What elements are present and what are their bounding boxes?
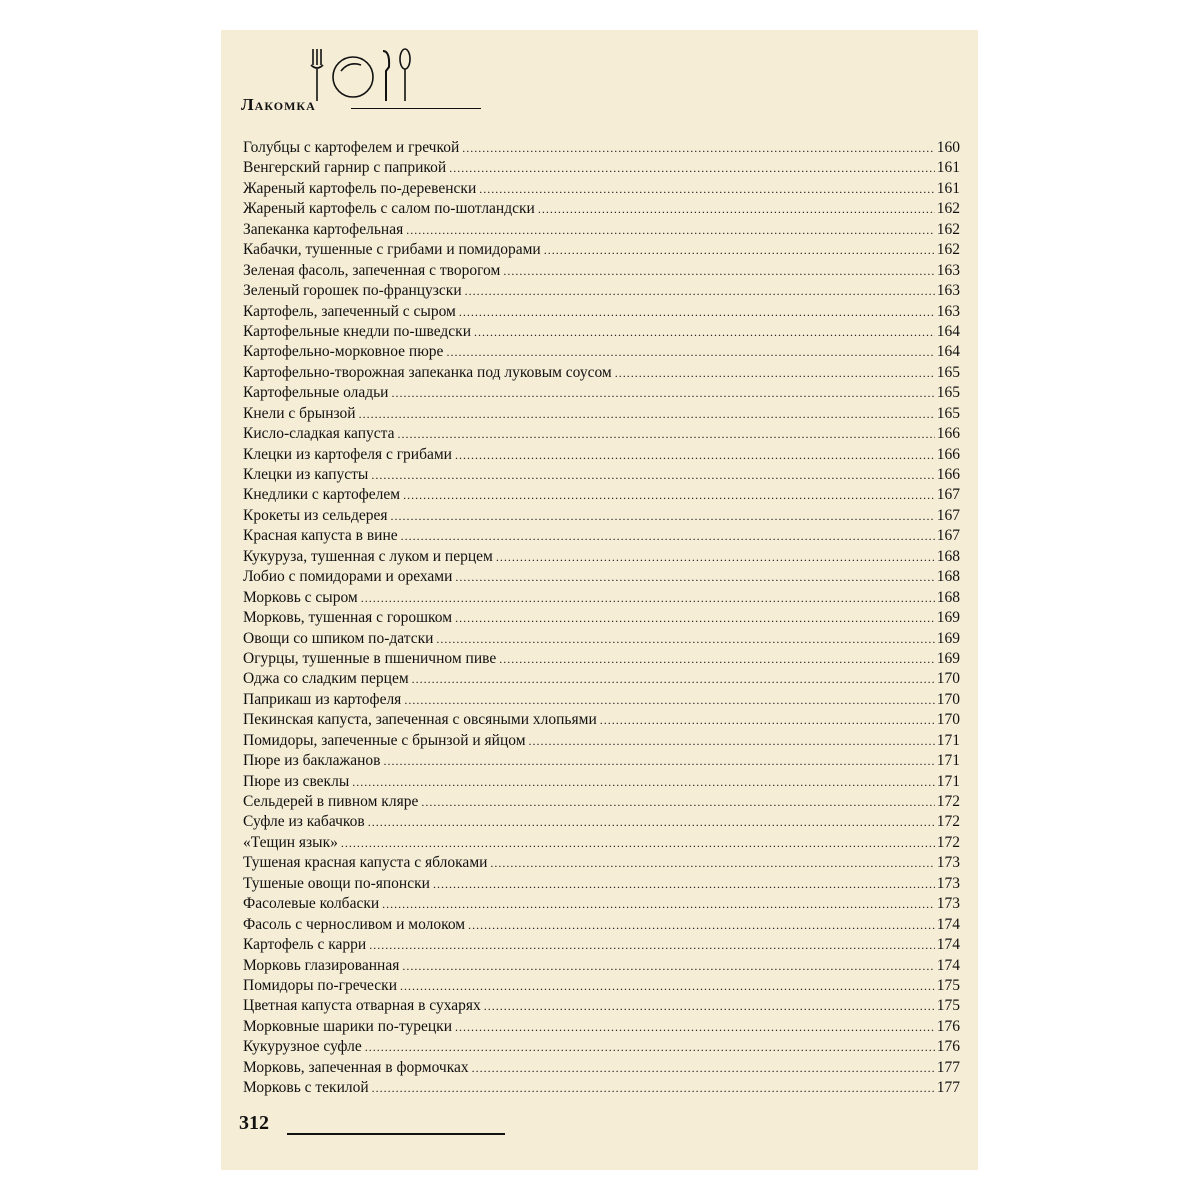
toc-entry-title: Помидоры, запеченные с брынзой и яйцом: [243, 731, 526, 749]
toc-entry: [243, 383, 960, 403]
toc-leader-dots: [368, 812, 935, 832]
toc-entry: [243, 1078, 960, 1098]
toc-entry-page: 161: [936, 179, 960, 197]
toc-entry-title: Крокеты из сельдерея: [243, 506, 388, 524]
toc-leader-dots: [421, 792, 934, 812]
toc-entry: [243, 915, 960, 935]
toc-entry-title: Морковь глазированная: [243, 956, 400, 974]
toc-leader-dots: [383, 751, 934, 771]
toc-entry: [243, 710, 960, 730]
toc-entry: [243, 220, 960, 240]
toc-entry-title: Овощи со шпиком по-датски: [243, 629, 434, 647]
toc-leader-dots: [412, 669, 935, 689]
toc-leader-dots: [404, 690, 934, 710]
toc-entry-title: Морковь с текилой: [243, 1079, 369, 1097]
toc-entry-page: 168: [936, 568, 960, 586]
toc-entry: [243, 956, 960, 976]
toc-entry: [243, 874, 960, 894]
toc-leader-dots: [371, 465, 934, 485]
toc-entry-title: Кнедлики с картофелем: [243, 486, 401, 504]
toc-entry-page: 173: [936, 874, 960, 892]
toc-entry-page: 171: [936, 772, 960, 790]
toc-entry-title: Клецки из капусты: [243, 466, 369, 483]
toc-leader-dots: [341, 833, 935, 853]
toc-entry: [243, 1037, 960, 1057]
toc-entry-title: Клецки из картофеля с грибами: [243, 445, 452, 463]
toc-entry: [243, 547, 960, 567]
toc-entry: [243, 649, 960, 669]
toc-entry-page: 171: [936, 731, 960, 749]
toc-leader-dots: [382, 894, 935, 914]
toc-entry-title: Пюре из свеклы: [243, 772, 350, 790]
toc-entry: [243, 445, 960, 465]
toc-entry-page: 168: [936, 588, 960, 606]
toc-entry-title: Тушеные овощи по-японски: [243, 874, 430, 892]
toc-entry-page: 174: [936, 956, 960, 974]
toc-leader-dots: [397, 424, 934, 444]
toc-entry-page: 168: [936, 547, 960, 565]
table-of-contents: [243, 138, 960, 1099]
toc-leader-dots: [455, 445, 935, 465]
toc-entry: [243, 302, 960, 322]
toc-entry-title: Цветная капуста отварная в сухарях: [243, 997, 481, 1015]
toc-entry: [243, 935, 960, 955]
footer-rule: [287, 1133, 505, 1135]
toc-entry-page: 172: [936, 833, 960, 851]
toc-leader-dots: [484, 996, 935, 1016]
toc-entry-page: 173: [936, 895, 960, 913]
toc-entry-title: Красная капуста в вине: [243, 527, 398, 545]
toc-entry-page: 172: [936, 813, 960, 831]
toc-leader-dots: [391, 383, 934, 403]
toc-entry-title: Зеленый горошек по-французски: [243, 282, 462, 300]
toc-entry: [243, 485, 960, 505]
toc-entry-title: Лобио с помидорами и орехами: [243, 568, 453, 586]
toc-entry-page: 162: [936, 200, 960, 218]
toc-entry-title: Морковь, запеченная в формочках: [243, 1058, 469, 1076]
toc-leader-dots: [369, 935, 935, 955]
toc-leader-dots: [402, 956, 934, 976]
toc-leader-dots: [365, 1037, 935, 1057]
toc-entry-page: 172: [936, 793, 960, 810]
toc-entry: [243, 894, 960, 914]
toc-entry-title: Запеканка картофельная: [243, 220, 404, 238]
toc-entry: [243, 996, 960, 1016]
toc-entry: [243, 833, 960, 853]
toc-entry-title: Голубцы с картофелем и гречкой: [243, 139, 460, 156]
toc-leader-dots: [406, 220, 935, 240]
toc-leader-dots: [472, 1058, 935, 1078]
toc-leader-dots: [538, 199, 935, 219]
toc-entry-title: Картофель, запеченный с сыром: [243, 302, 456, 320]
toc-entry-title: Морковные шарики по-турецки: [243, 1017, 453, 1035]
toc-leader-dots: [455, 567, 934, 587]
toc-entry-page: 169: [936, 609, 960, 627]
toc-entry-title: Паприкаш из картофеля: [243, 690, 402, 708]
book-brand: Лакомка: [241, 95, 316, 114]
toc-leader-dots: [499, 649, 935, 669]
toc-leader-dots: [465, 281, 935, 301]
toc-entry-title: Венгерский гарнир с паприкой: [243, 159, 447, 177]
toc-entry: [243, 179, 960, 199]
toc-entry: [243, 158, 960, 178]
toc-leader-dots: [455, 1017, 935, 1037]
toc-entry: [243, 404, 960, 424]
toc-entry-page: 165: [936, 363, 960, 381]
toc-entry: [243, 322, 960, 342]
toc-leader-dots: [433, 874, 935, 894]
toc-leader-dots: [496, 547, 935, 567]
toc-entry-title: Помидоры по-гречески: [243, 976, 398, 994]
toc-entry-title: Картофельные кнедли по-шведски: [243, 322, 471, 340]
toc-entry-page: 163: [936, 302, 960, 320]
toc-leader-dots: [462, 138, 934, 158]
toc-leader-dots: [459, 302, 935, 322]
toc-leader-dots: [391, 506, 935, 526]
toc-entry: [243, 240, 960, 260]
toc-entry-page: 167: [936, 506, 960, 524]
toc-entry-page: 165: [936, 384, 960, 402]
toc-entry-page: 177: [936, 1058, 960, 1076]
toc-entry-title: Морковь, тушенная с горошком: [243, 609, 453, 627]
toc-entry-title: Картофель с карри: [243, 936, 367, 954]
toc-leader-dots: [490, 853, 934, 873]
book-page: [221, 30, 978, 1170]
toc-entry-page: 166: [936, 466, 960, 483]
toc-leader-dots: [401, 526, 935, 546]
toc-entry: [243, 363, 960, 383]
toc-leader-dots: [474, 322, 935, 342]
toc-entry: [243, 465, 960, 485]
toc-entry-page: 174: [936, 915, 960, 933]
toc-entry-title: Картофельно-морковное пюре: [243, 343, 444, 361]
fork-plate-knife-spoon-icon: [305, 45, 415, 105]
toc-entry-title: Кабачки, тушенные с грибами и помидорами: [243, 241, 541, 259]
toc-entry: [243, 629, 960, 649]
toc-entry: [243, 567, 960, 587]
toc-entry: [243, 812, 960, 832]
toc-entry-title: Сельдерей в пивном кляре: [243, 793, 419, 810]
toc-leader-dots: [544, 240, 935, 260]
toc-entry-page: 169: [936, 649, 960, 667]
toc-entry: [243, 669, 960, 689]
toc-leader-dots: [372, 1078, 935, 1098]
toc-entry-title: Морковь с сыром: [243, 588, 358, 606]
toc-entry: [243, 731, 960, 751]
toc-entry: [243, 138, 960, 158]
toc-leader-dots: [400, 976, 935, 996]
toc-entry-title: Суфле из кабачков: [243, 813, 365, 831]
toc-entry-page: 175: [936, 976, 960, 994]
toc-entry-title: Огурцы, тушенные в пшеничном пиве: [243, 649, 497, 667]
toc-entry: [243, 853, 960, 873]
toc-entry-title: Кисло-сладкая капуста: [243, 425, 395, 443]
toc-entry: [243, 772, 960, 792]
toc-entry-title: Кукурузное суфле: [243, 1038, 362, 1056]
toc-entry-page: 169: [936, 629, 960, 647]
toc-entry: [243, 1017, 960, 1037]
toc-entry-page: 163: [936, 282, 960, 300]
toc-entry-page: 160: [936, 139, 960, 156]
toc-leader-dots: [436, 629, 934, 649]
toc-entry-title: «Тещин язык»: [243, 833, 338, 851]
toc-entry: [243, 1058, 960, 1078]
toc-entry-page: 175: [936, 997, 960, 1015]
page-number: 312: [239, 1112, 269, 1134]
toc-entry-page: 162: [936, 241, 960, 259]
toc-leader-dots: [449, 158, 935, 178]
toc-entry-page: 170: [936, 711, 960, 729]
toc-leader-dots: [615, 363, 935, 383]
toc-entry-page: 165: [936, 404, 960, 422]
toc-leader-dots: [503, 261, 934, 281]
toc-entry-page: 176: [936, 1017, 960, 1035]
toc-entry: [243, 342, 960, 362]
toc-entry-page: 164: [936, 322, 960, 340]
toc-leader-dots: [403, 485, 935, 505]
toc-entry-title: Пекинская капуста, запеченная с овсяными хлопьями: [243, 711, 597, 729]
toc-entry: [243, 424, 960, 444]
toc-entry: [243, 281, 960, 301]
toc-entry-page: 163: [936, 261, 960, 279]
toc-entry-page: 173: [936, 854, 960, 872]
toc-entry-title: Оджа со сладким перцем: [243, 670, 409, 688]
toc-leader-dots: [352, 772, 935, 792]
toc-entry-title: Кукуруза, тушенная с луком и перцем: [243, 547, 493, 565]
toc-entry-page: 166: [936, 445, 960, 463]
toc-entry-page: 167: [936, 527, 960, 545]
toc-entry: [243, 608, 960, 628]
toc-entry-title: Картофельно-творожная запеканка под луковым соусом: [243, 363, 612, 381]
toc-entry: [243, 588, 960, 608]
toc-entry-title: Фасоль с черносливом и молоком: [243, 915, 466, 933]
toc-entry-title: Кнели с брынзой: [243, 404, 356, 422]
toc-entry-page: 161: [936, 159, 960, 177]
toc-entry: [243, 976, 960, 996]
toc-entry: [243, 690, 960, 710]
toc-entry: [243, 199, 960, 219]
toc-entry-page: 162: [936, 220, 960, 238]
toc-leader-dots: [600, 710, 935, 730]
toc-leader-dots: [361, 588, 935, 608]
toc-leader-dots: [468, 915, 935, 935]
toc-entry-title: Тушеная красная капуста с яблоками: [243, 854, 488, 872]
toc-entry-title: Пюре из баклажанов: [243, 752, 381, 770]
toc-entry: [243, 506, 960, 526]
toc-leader-dots: [446, 342, 934, 362]
toc-entry: [243, 261, 960, 281]
toc-entry: [243, 792, 960, 812]
toc-leader-dots: [359, 404, 935, 424]
toc-entry: [243, 526, 960, 546]
toc-entry: [243, 751, 960, 771]
toc-leader-dots: [479, 179, 935, 199]
toc-entry-title: Жареный картофель с салом по-шотландски: [243, 200, 535, 218]
toc-entry-page: 174: [936, 936, 960, 954]
toc-entry-page: 171: [936, 752, 960, 770]
toc-entry-page: 170: [936, 670, 960, 688]
toc-entry-page: 166: [936, 425, 960, 443]
toc-entry-title: Фасолевые колбаски: [243, 895, 380, 913]
toc-entry-title: Картофельные оладьи: [243, 384, 389, 402]
toc-entry-page: 176: [936, 1038, 960, 1056]
header-rule: [351, 108, 481, 109]
toc-entry-title: Жареный картофель по-деревенски: [243, 179, 477, 197]
toc-entry-title: Зеленая фасоль, запеченная с творогом: [243, 261, 501, 279]
toc-entry-page: 170: [936, 690, 960, 708]
toc-entry-page: 164: [936, 343, 960, 361]
toc-leader-dots: [455, 608, 935, 628]
toc-leader-dots: [529, 731, 935, 751]
toc-entry-page: 167: [936, 486, 960, 504]
toc-entry-page: 177: [936, 1079, 960, 1097]
